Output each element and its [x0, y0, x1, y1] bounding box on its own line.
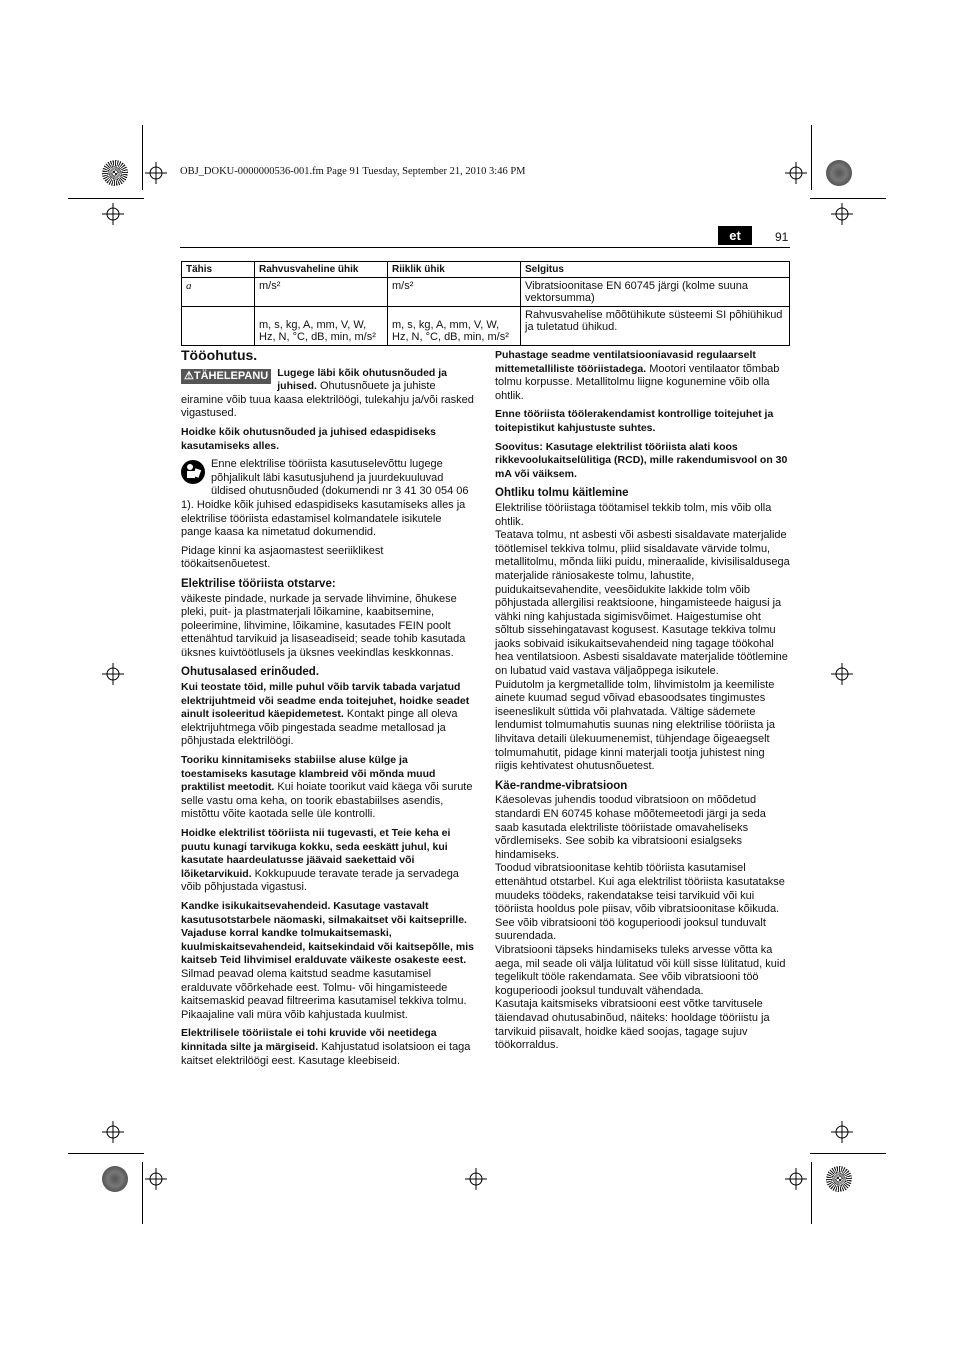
registration-mark-icon	[102, 160, 128, 186]
safety-paragraph	[181, 681, 475, 749]
table-header: Rahvusvaheline ühik	[255, 262, 388, 278]
table-header: Tähis	[182, 262, 255, 278]
table-cell	[182, 307, 255, 346]
body-text: Silmad peavad olema kaitstud seadme kasutamisel eralduvate võõrkehade eest. Tolmu- või hingamisteede kaitsemaskid peavad filtreerima kasutamisel tekkiva tolmu. Pikaajaline vali müra võib kahjustada kuulmist.	[181, 967, 467, 1021]
purpose-text: väikeste pindade, nurkade ja servade lihvimine, õhukese pleki, puit- ja plastmaterjali lõikamine, kaabitsemine, poleerimine, lihvimine, lõikamine, kasutades FEIN poolt ettenähtud tarvikuid ja lisaseadiseid; seade tohib kasutada üksnes kuivtöötlusels ja üksnes veekindlas keskkonnas.	[181, 592, 466, 659]
safety-paragraph: Enne tööriista töölerakendamist kontrollige toitejuhet ja toitepistikut kahjustuste suhtes.	[495, 408, 774, 434]
read-manual-paragraph	[181, 458, 475, 540]
read-manual-icon	[181, 460, 205, 484]
table-cell: m/s²	[388, 278, 521, 307]
file-info-line: OBJ_DOKU-0000000536-001.fm Page 91 Tuesday, September 21, 2010 3:46 PM	[180, 166, 526, 177]
registration-mark-icon	[826, 160, 852, 186]
table-header-row	[182, 262, 790, 278]
right-column	[495, 349, 790, 1058]
body-text: Kui hoiate toorikut vaid käega või surute selle vastu oma keha, on toorik ebastabiilses asendis, mistõttu võite kaotada selle üle kontrolli.	[181, 781, 473, 821]
units-table	[181, 261, 790, 346]
crosshair-icon	[785, 162, 807, 184]
registration-mark-icon	[826, 1166, 852, 1192]
safety-paragraph: Soovitus: Kasutage elektrilist tööriista alati koos rikkevoolukaitselülitiga (RCD), mille rakendumisvool on 30 mA või väiksem.	[495, 440, 788, 480]
warning-text: Ohutusnõuete ja juhiste eiramine võib tuua kaasa elektrilöögi, tulekahju ja/või rasked vigastused.	[181, 380, 474, 420]
dust-paragraph: Puidutolm ja kergmetallide tolm, lihvimistolm ja keemiliste ainete kuumad segud võivad ebasoodsates tingimustes iseeneslikult süttida või plahvatada. Vältige sädemete lendumist tolmumahutis suunas ning elektrilise tööriista ja lihvitava detaili ülekuumenemist, tühjendage õigeaegselt tolmumahutit, pidage kinni materjali tootja juhistest ning riigis kehtivatest ohutusnõuetest.	[495, 678, 776, 773]
bold-text: Tooriku kinnitamiseks stabiilse aluse külge ja toestamiseks kasutage klambreid või mõnda muud praktilist meetodit.	[181, 754, 436, 794]
safety-paragraph	[181, 1027, 475, 1068]
warning-paragraph	[181, 367, 475, 421]
table-row	[182, 278, 790, 307]
dust-paragraph: Teatava tolmu, nt asbesti või asbesti sisaldavate materjalide töötlemisel tekkiva tolmu, pliid sisaldavate värvide tolmu, metallitolmu, mõnda liiki puidu, mineraalide, kivisilisaldusega materjalide räniosakeste tolmu, lahustite, puidukaitsevahendite, veesõidukite lakkide tolm võib põhjustada allergilisi reaktsioone, hingamisteede haigusi ja vähki ning kahjustada sigimisvõimet. Haigestumise oht sõltub sissehingatavast kogusest. Kasutage tekkiva tolmu jaoks sobivaid isikukaitsevahendeid ning tagage töökohal hea ventilatsioon. Asbesti sisaldavate materjalide töötlemine on lubatud vaid vastava väljaõppega isikutele.	[495, 529, 790, 678]
table-header: Riiklik ühik	[388, 262, 521, 278]
keep-instructions: Hoidke kõik ohutusnõuded ja juhised edaspidiseks kasutamiseks alles.	[181, 425, 436, 452]
table-cell: m, s, kg, A, mm, V, W, Hz, N, °C, dB, min, m/s²	[255, 307, 388, 346]
dust-paragraph: Elektrilise tööriistaga töötamisel tekkib tolm, mis võib olla ohtlik.	[495, 501, 772, 528]
body-text: Mootori ventilaator tõmbab tolmu korpusse. Metallitolmu liigne kogunemine võib olla ohtlik.	[495, 362, 780, 402]
crosshair-icon	[145, 162, 167, 184]
table-row	[182, 307, 790, 346]
crosshair-icon	[831, 1121, 853, 1143]
safety-heading: Ohutusalased erinõuded.	[181, 666, 320, 679]
crosshair-icon	[102, 1121, 124, 1143]
header-rule	[180, 247, 790, 248]
table-cell: Rahvusvahelise mõõtühikute süsteemi SI põhiühikud ja tuletatud ühikud.	[521, 307, 790, 346]
bold-text: Puhastage seadme ventilatsiooniavasid regulaarselt mittemetalliliste tööriistadega.	[495, 349, 756, 375]
purpose-heading: Elektrilise tööriista otstarve:	[181, 577, 336, 590]
safety-paragraph	[181, 900, 475, 1022]
dust-heading: Ohtliku tolmu käitlemine	[495, 487, 629, 500]
table-header: Selgitus	[521, 262, 790, 278]
body-text: Kahjustatud isolatsioon ei taga kaitset elektrilöögi eest. Kasutage kleebiseid.	[181, 1040, 471, 1067]
warning-label	[181, 369, 271, 385]
vibration-paragraph: Kasutaja kaitsmiseks vibratsiooni eest võtke tarvitusele täiendavad ohutusabinõud, näiteks: hooldage tööriistu ja tarvikuid piisavalt, hoidke käed soojas, tagage sujuv töökorraldus.	[495, 998, 770, 1052]
crosshair-icon	[102, 203, 124, 225]
warning-triangle-icon: ⚠	[184, 369, 194, 382]
language-badge: et	[718, 226, 752, 245]
table-cell: m, s, kg, A, mm, V, W, Hz, N, °C, dB, min, m/s²	[388, 307, 521, 346]
crosshair-icon	[465, 1168, 487, 1190]
bold-text: Hoidke elektrilist tööriista nii tugevasti, et Teie keha ei puutu kunagi tarvikuga kokku, seda eeskätt juhul, kui kasutate haardeulatusse jäävaid saekettaid või lõiketarvikuid.	[181, 827, 451, 880]
warning-bold: Lugege läbi kõik ohutusnõuded ja juhised.	[277, 366, 447, 393]
vibration-paragraph: Käesolevas juhendis toodud vibratsioon on mõõdetud standardi EN 60745 kohase mõõtemeetodi järgi ja seda saab kasutada elektriliste tööriistade omavaheliseks võrdlemiseks. See sobib ka vibratsiooni esialgseks hindamiseks.	[495, 794, 766, 861]
safety-paragraph	[181, 754, 475, 822]
body-text: Kontakt pinge all oleva elektrijuhtmega võib pingestada seadme metallosad ja põhjustada elektrilöögi.	[181, 708, 458, 748]
read-manual-text: Enne elektrilise tööriista kasutuselevõttu lugege põhjalikult läbi kasutusjuhend ja juurdekuuluvad üldised ohutusnõuded (dokumendi nr 3 41 30 054 06 1). Hoidke kõik juhised edaspidiseks kasutamiseks alles ja elektrilise tööriista edastamisel kolmandatele isikutele pange kaasa ka nimetatud dokumendid.	[181, 458, 469, 539]
bold-text: Kandke isikukaitsevahendeid. Kasutage vastavalt kasutusotstarbele näomaski, silmakaitset või kaitseprille. Vajaduse korral kandke tolmukaitsemaski, kuulmiskaitsevahendeid, kaitsekindaid või kaitsepõlle, mis kaitseb Teid lihvimisel eralduvate väikeste osakeste eest.	[181, 899, 474, 967]
vibration-paragraph: Vibratsiooni täpseks hindamiseks tuleks arvesse võtta ka aega, mil seade oli välja lülitatud või küll sisse lülitatud, kuid tegelikult tööle rakendamata. See võib vibratsiooni töö koguperioodi jooksul tunduvalt vähendada.	[495, 943, 786, 997]
section-title: Tööohutus.	[181, 347, 258, 363]
crosshair-icon	[831, 663, 853, 685]
crosshair-icon	[785, 1168, 807, 1190]
safety-paragraph	[495, 349, 790, 403]
left-column	[181, 349, 475, 1073]
safety-paragraph	[181, 827, 475, 895]
bold-text: Elektrilisele tööriistale ei tohi kruvide või neetidega kinnitada silte ja märgiseid.	[181, 1027, 437, 1053]
warning-label-text: TÄHELEPANU	[193, 369, 269, 382]
crosshair-icon	[102, 663, 124, 685]
body-text: Kokkupuude teravate terade ja servadega võib põhjustada vigastusi.	[181, 867, 459, 894]
page-number: 91	[775, 230, 789, 244]
registration-mark-icon	[102, 1166, 128, 1192]
crosshair-icon	[831, 203, 853, 225]
crosshair-icon	[145, 1168, 167, 1190]
table-cell: Vibratsioonitase EN 60745 järgi (kolme suuna vektorsumma)	[521, 278, 790, 307]
table-cell: m/s²	[255, 278, 388, 307]
vibration-heading: Käe-randme-vibratsioon	[495, 779, 628, 792]
regulations-text: Pidage kinni ka asjaomastest seeriiklikest töökaitsenõuetest.	[181, 544, 384, 571]
bold-text: Kui teostate töid, mille puhul võib tarvik tabada varjatud elektrijuhtmeid või seadme enda toitejuhet, hoidke seadet ainult isoleeritud käepidemetest.	[181, 681, 470, 721]
table-cell: a	[182, 278, 255, 307]
vibration-paragraph: Toodud vibratsioonitase kehtib tööriista kasutamisel ettenähtud otstarbel. Kui aga elektrilist tööriista kasutatakse muudeks töödeks, rakendatakse teisi tarvikuid või kui tööriista hooldus pole piisav, võib vibratsioonitase kõikuda. See võib vibratsiooni töö koguperioodi jooksul tunduvalt suurendada.	[495, 862, 785, 943]
